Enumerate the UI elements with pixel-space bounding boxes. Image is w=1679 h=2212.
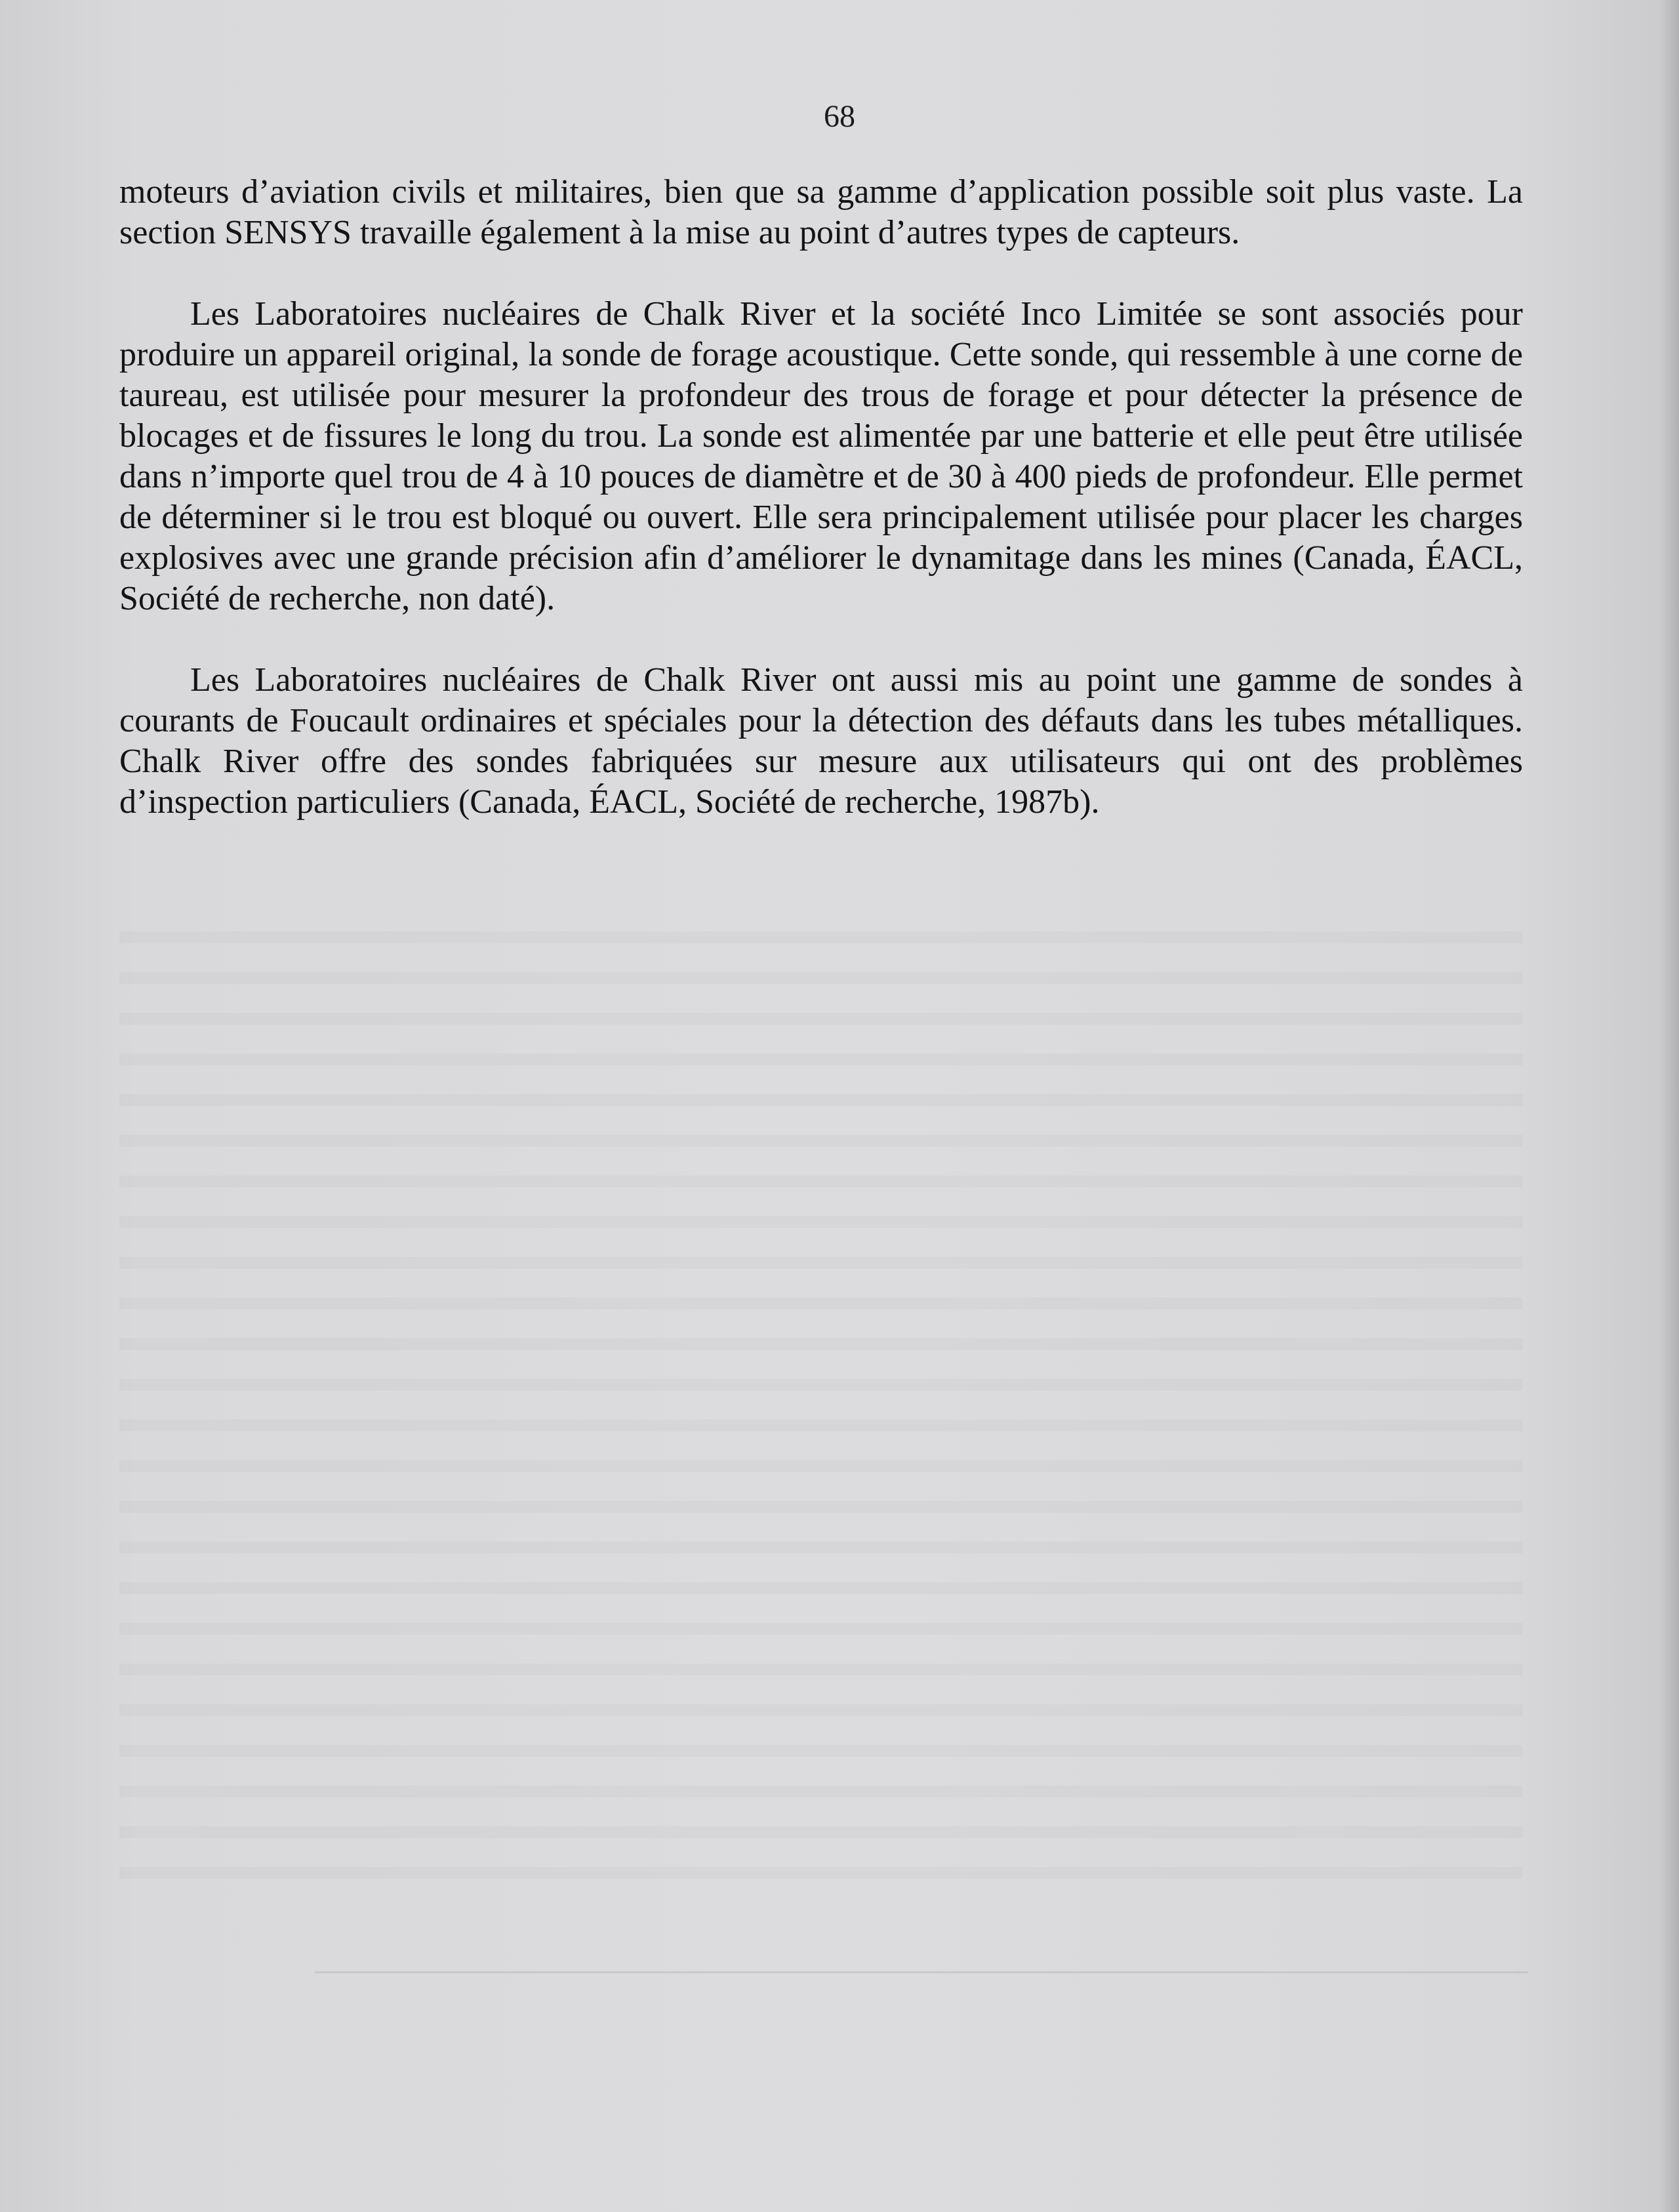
paragraph-continuation: moteurs d’aviation civils et militaires, bien que sa gamme d’application possible soit plus vaste. La section SENSYS travaille également à la mise au point d’autres types de capteurs. (119, 173, 1523, 251)
page-edge-shadow (1659, 0, 1679, 2212)
body-text (119, 172, 1523, 863)
reverse-side-show-through (119, 905, 1523, 1889)
paragraph-acoustic-probe: Les Laboratoires nucléaires de Chalk River et la société Inco Limitée se sont associés pour produire un appareil original, la sonde de forage acoustique. Cette sonde, qui ressemble à une corne de taureau, est utilisée pour mesurer la profondeur des trous de forage et pour détecter la présence de blocages et de fissures le long du trou. La sonde est alimentée par une batterie et elle peut être utilisée dans n’importe quel trou de 4 à 10 pouces de diamètre et de 30 à 400 pieds de profondeur. Elle permet de déterminer si le trou est bloqué ou ouvert. Elle sera principalement utilisée pour placer les charges explosives avec une grande précision afin d’améliorer le dynamitage dans les mines (Canada, ÉACL, Société de recherche, non daté). (119, 295, 1523, 617)
reverse-side-rule (315, 1971, 1528, 1973)
paragraph-eddy-current-probes: Les Laboratoires nucléaires de Chalk River ont aussi mis au point une gamme de sondes à courants de Foucault ordinaires et spéciales pour la détection des défauts dans les tubes métalliques. Chalk River offre des sondes fabriquées sur mesure aux utilisateurs qui ont des problèmes d’inspection particuliers (Canada, ÉACL, Société de recherche, 1987b). (119, 661, 1523, 821)
page-number: 68 (824, 99, 855, 134)
